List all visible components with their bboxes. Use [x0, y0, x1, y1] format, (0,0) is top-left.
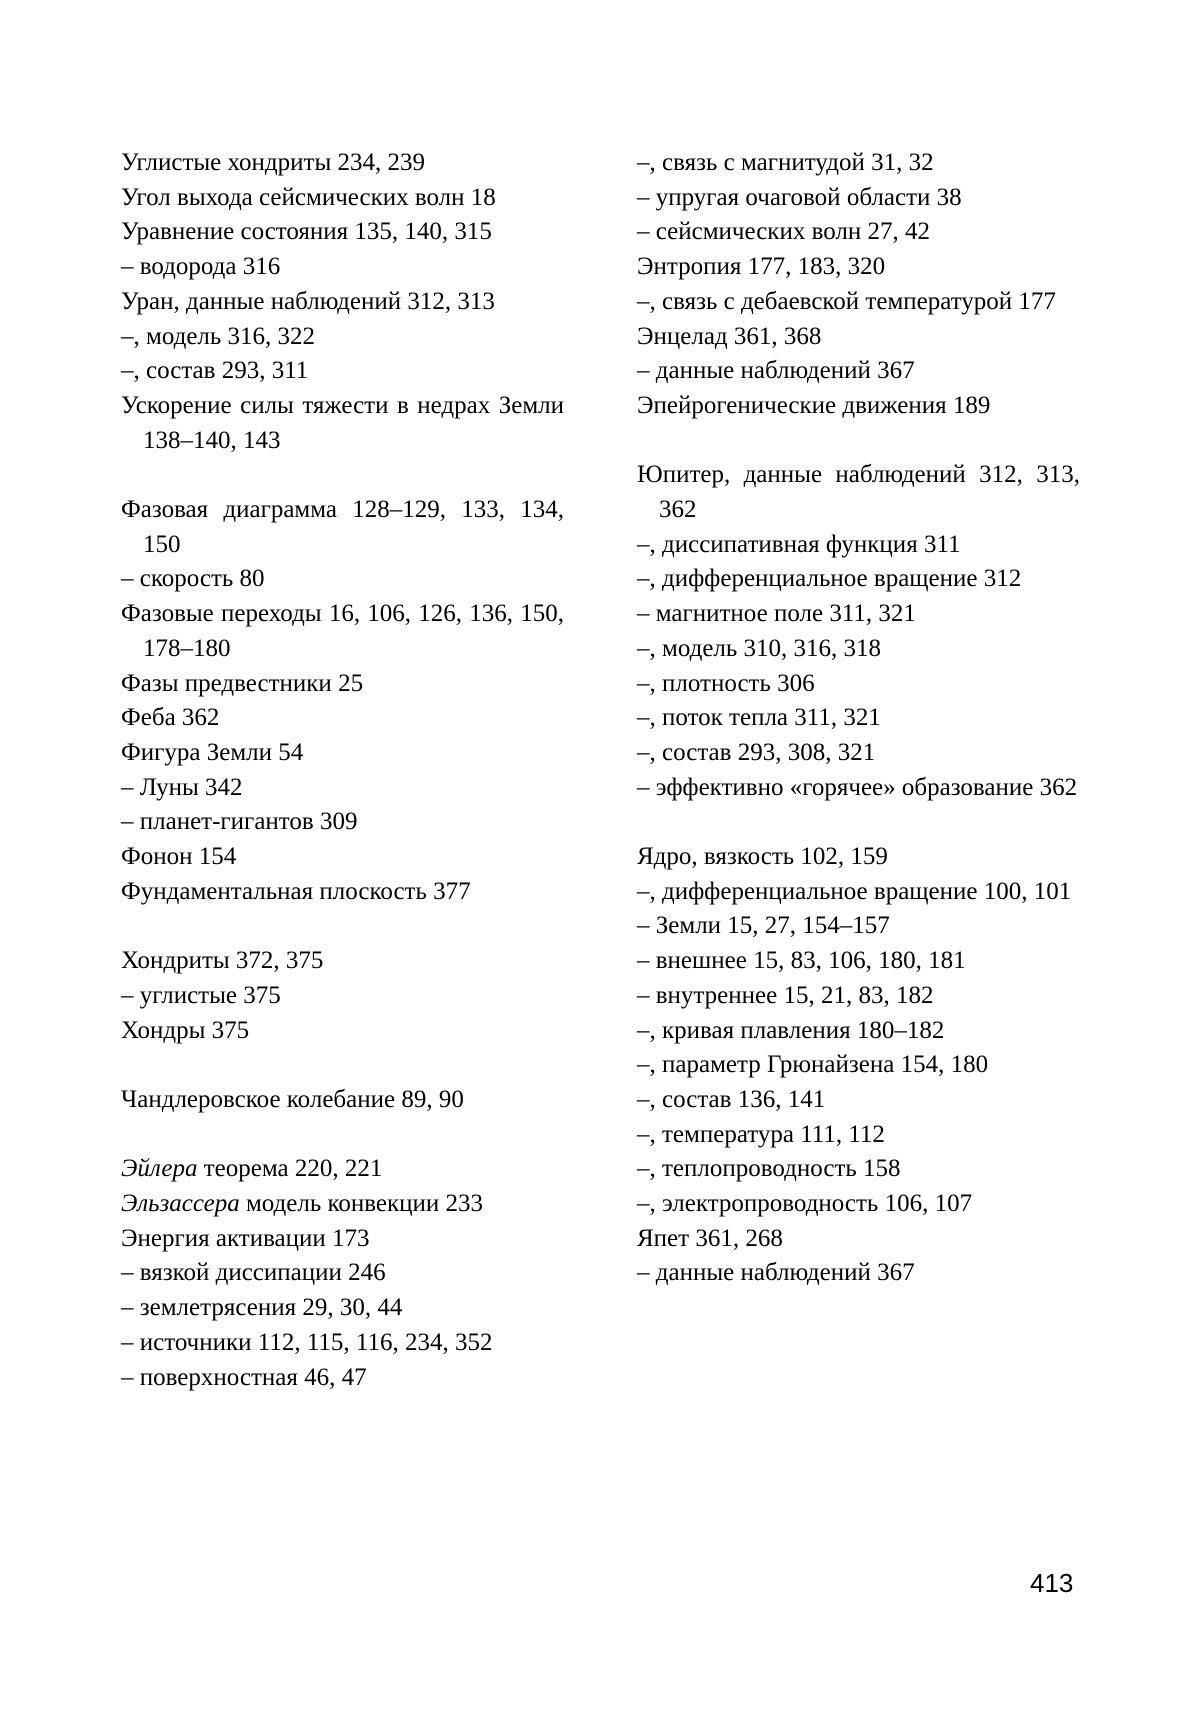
index-entry-text: – упругая очаговой области 38: [637, 183, 962, 211]
index-entry: [121, 215, 564, 250]
index-entry: [637, 771, 1080, 806]
index-entry-text: – планет-гигантов 309: [121, 808, 358, 836]
index-entry-text: модель конвекции 233: [239, 1190, 484, 1218]
index-entry: [637, 944, 1080, 979]
index-entry: [121, 1326, 564, 1361]
section-gap: [637, 424, 1080, 459]
index-entry: [121, 1083, 564, 1118]
index-entry: [121, 320, 564, 355]
index-entry: [637, 528, 1080, 563]
index-entry: [637, 320, 1080, 355]
index-entry: [637, 1187, 1080, 1222]
index-entry-text: теорема 220, 221: [197, 1155, 383, 1183]
index-entry-text: –, дифференциальное вращение 100, 101: [637, 877, 1072, 905]
index-entry: [637, 215, 1080, 250]
index-entry-text: –, модель 310, 316, 318: [637, 634, 882, 662]
index-entry: [637, 181, 1080, 216]
index-entry: [121, 181, 564, 216]
index-entry-text: – внутреннее 15, 21, 83, 182: [637, 981, 934, 1009]
index-entry: [637, 1083, 1080, 1118]
index-entry: [121, 805, 564, 840]
page-number: 413: [1030, 1568, 1074, 1598]
index-entry-text: Юпитер, данные наблюдений 312, 313, 362: [637, 461, 1080, 524]
index-entry: [121, 493, 564, 562]
index-entry-text: –, состав 136, 141: [637, 1085, 826, 1113]
index-entry-text: – поверхностная 46, 47: [121, 1363, 367, 1391]
index-entry: [121, 562, 564, 597]
index-entry-text: Чандлеровское колебание 89, 90: [121, 1085, 464, 1113]
index-entry-text: – землетрясения 29, 30, 44: [121, 1294, 403, 1322]
index-entry-name: Эйлера: [121, 1155, 198, 1183]
index-entry: [121, 944, 564, 979]
index-entry: [637, 1222, 1080, 1257]
index-entry: [121, 771, 564, 806]
index-column-right: [637, 146, 1080, 1291]
section-gap: [637, 805, 1080, 840]
index-entry: [637, 562, 1080, 597]
index-entry-name: Эльзассера: [121, 1190, 240, 1218]
index-entry-text: Ускорение силы тяжести в недрах Земли 138–140, 143: [121, 391, 564, 454]
index-entry-text: –, электропроводность 106, 107: [637, 1190, 973, 1218]
index-entry: [121, 1361, 564, 1396]
index-entry-text: Хондриты 372, 375: [121, 947, 324, 975]
index-entry: [637, 1048, 1080, 1083]
index-entry: [637, 458, 1080, 527]
section-gap: [121, 1048, 564, 1083]
index-entry-text: Эпейрогенические движения 189: [637, 391, 991, 419]
index-entry-text: –, состав 293, 311: [121, 357, 309, 385]
index-entry-text: – водорода 316: [121, 253, 281, 281]
index-entry: [121, 875, 564, 910]
index-entry-text: Уравнение состояния 135, 140, 315: [121, 218, 492, 246]
index-entry-text: Ядро, вязкость 102, 159: [637, 843, 888, 871]
index-entry-text: –, плотность 306: [637, 669, 815, 697]
index-entry-text: –, диссипативная функция 311: [637, 530, 961, 558]
section-gap: [121, 1118, 564, 1153]
index-entry: [637, 979, 1080, 1014]
index-entry-text: – данные наблюдений 367: [637, 1259, 915, 1287]
index-entry: [637, 840, 1080, 875]
index-entry: [637, 1152, 1080, 1187]
index-entry-text: – внешнее 15, 83, 106, 180, 181: [637, 947, 966, 975]
index-entry: [121, 736, 564, 771]
index-entry: [637, 250, 1080, 285]
index-entry-text: – сейсмических волн 27, 42: [637, 218, 930, 246]
index-entry-text: Фазовая диаграмма 128–129, 133, 134, 150: [121, 496, 564, 558]
index-entry-text: – данные наблюдений 367: [637, 357, 915, 385]
index-entry-text: Фундаментальная плоскость 377: [121, 877, 471, 905]
index-entry-text: Япет 361, 268: [637, 1224, 783, 1252]
index-entry-text: Углистые хондриты 234, 239: [121, 149, 426, 176]
index-entry-text: Уран, данные наблюдений 312, 313: [121, 287, 495, 315]
index-entry-text: –, дифференциальное вращение 312: [637, 565, 1022, 593]
index-entry: [637, 285, 1080, 320]
index-column-left: [121, 146, 564, 1395]
index-entry: [121, 840, 564, 875]
index-entry: [637, 1256, 1080, 1291]
index-entry-text: Энергия активации 173: [121, 1224, 370, 1252]
index-entry: [121, 979, 564, 1014]
index-entry: [121, 285, 564, 320]
index-entry-text: –, поток тепла 311, 321: [637, 704, 881, 732]
index-entry-text: –, температура 111, 112: [637, 1120, 885, 1148]
index-entry-text: Угол выхода сейсмических волн 18: [121, 183, 496, 211]
index-entry: [121, 1291, 564, 1326]
index-entry-text: Энцелад 361, 368: [637, 322, 822, 350]
index-entry: [637, 701, 1080, 736]
index-entry-text: – магнитное поле 311, 321: [637, 600, 916, 628]
index-entry-text: – вязкой диссипации 246: [121, 1259, 386, 1287]
index-entry: [121, 1187, 564, 1222]
index-entry: [121, 354, 564, 389]
index-entry: [121, 597, 564, 666]
index-entry: [637, 389, 1080, 424]
index-entry: [637, 354, 1080, 389]
index-entry-text: Феба 362: [121, 704, 220, 732]
index-entry: [637, 1118, 1080, 1153]
index-entry-text: –, связь с магнитудой 31, 32: [637, 149, 934, 176]
index-entry-text: – эффективно «горячее» образование 362: [637, 773, 1078, 801]
index-entry: [637, 875, 1080, 910]
index-entry-text: Фигура Земли 54: [121, 738, 304, 766]
section-gap: [121, 909, 564, 944]
index-entry: [637, 736, 1080, 771]
index-entry: [637, 597, 1080, 632]
index-entry-text: Фазы предвестники 25: [121, 669, 364, 697]
index-entry: [121, 250, 564, 285]
index-entry-text: Энтропия 177, 183, 320: [637, 253, 886, 281]
index-entry: [637, 909, 1080, 944]
index-entry-text: – скорость 80: [121, 565, 265, 593]
index-entry-text: –, модель 316, 322: [121, 322, 316, 350]
index-entry: [637, 632, 1080, 667]
index-entry: [121, 1152, 564, 1187]
index-entry-text: Фонон 154: [121, 843, 237, 871]
index-entry-text: – Луны 342: [121, 773, 243, 801]
index-entry-text: – Земли 15, 27, 154–157: [637, 912, 890, 940]
index-entry-text: –, параметр Грюнайзена 154, 180: [637, 1051, 989, 1079]
index-entry: [121, 389, 564, 458]
index-entry: [121, 701, 564, 736]
index-entry-text: Хондры 375: [121, 1016, 250, 1044]
index-entry: [121, 1014, 564, 1049]
index-entry-text: –, кривая плавления 180–182: [637, 1016, 945, 1044]
index-entry: [637, 667, 1080, 702]
index-entry-text: –, теплопроводность 158: [637, 1155, 901, 1183]
index-entry: [121, 146, 564, 181]
index-entry-text: Фазовые переходы 16, 106, 126, 136, 150, 178–180: [121, 600, 564, 662]
index-entry: [121, 667, 564, 702]
index-entry: [121, 1256, 564, 1291]
index-entry: [637, 1014, 1080, 1049]
index-entry-text: – углистые 375: [121, 981, 281, 1009]
index-entry-text: –, состав 293, 308, 321: [637, 738, 876, 766]
index-entry-text: – источники 112, 115, 116, 234, 352: [121, 1328, 493, 1356]
index-entry-text: –, связь с дебаевской температурой 177: [637, 287, 1056, 315]
index-entry: [121, 1222, 564, 1257]
index-entry: [637, 146, 1080, 181]
section-gap: [121, 458, 564, 493]
